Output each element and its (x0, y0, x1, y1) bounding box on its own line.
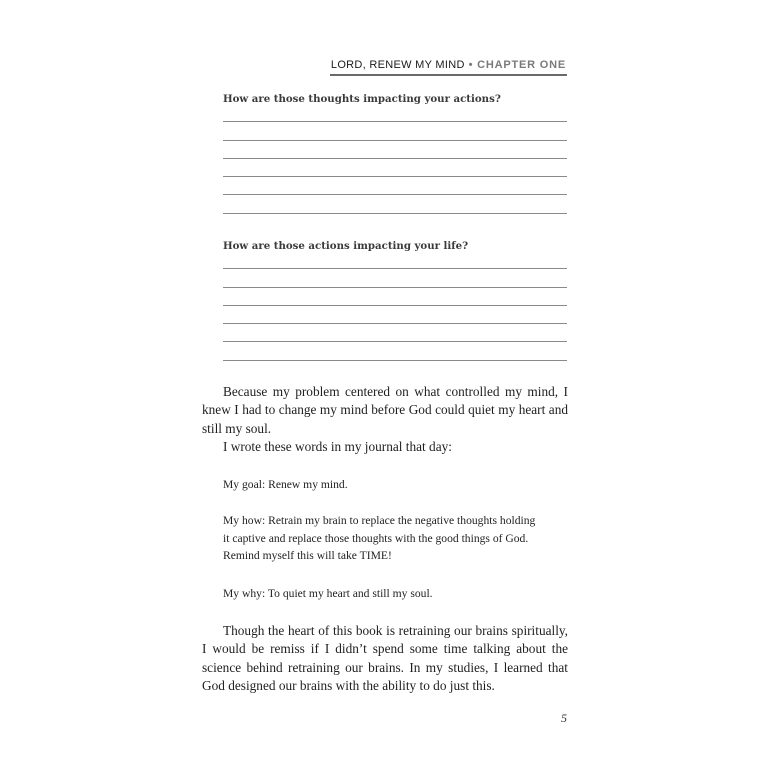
header-separator: • (464, 59, 478, 71)
journal-why-text: My why: To quiet my heart and still my soul. (223, 587, 433, 600)
body-paragraph: I wrote these words in my journal that day: (223, 439, 452, 455)
writing-line[interactable] (223, 306, 567, 324)
journal-goal (223, 476, 553, 494)
prompt-question-2: How are those actions impacting your life? (223, 240, 469, 252)
writing-line[interactable] (223, 269, 567, 287)
journal-how-line: Remind myself this will take TIME! (223, 549, 392, 563)
book-title: LORD, RENEW MY MIND (330, 59, 465, 71)
body-section-2 (202, 622, 568, 696)
chapter-label: CHAPTER ONE (477, 59, 566, 71)
writing-line[interactable] (223, 288, 567, 306)
journal-why (223, 585, 553, 603)
journal-goal-text: My goal: Renew my mind. (223, 478, 348, 491)
journal-how-line: it captive and replace those thoughts with the good things of God. (223, 531, 529, 545)
writing-line[interactable] (223, 342, 567, 360)
page-number: 5 (561, 711, 567, 725)
writing-line[interactable] (223, 177, 567, 195)
writing-line[interactable] (223, 251, 567, 269)
writing-lines-2[interactable] (223, 251, 567, 361)
journal-how-line: My how: Retrain my brain to replace the negative thoughts holding (223, 514, 536, 527)
running-header (331, 59, 566, 71)
writing-line[interactable] (223, 122, 567, 140)
writing-line[interactable] (223, 195, 567, 213)
prompt-question-1: How are those thoughts impacting your actions? (223, 93, 501, 105)
header-rule (330, 74, 567, 76)
writing-line[interactable] (223, 104, 567, 122)
body-paragraph: Though the heart of this book is retraining our brains spiritually, I would be remiss if I didn’t spend some time talking about the science behind retraining our brains. In my studies, I learned that God designed our brains with the ability to do just this. (202, 623, 568, 694)
writing-line[interactable] (223, 159, 567, 177)
writing-lines-1[interactable] (223, 104, 567, 214)
writing-line[interactable] (223, 324, 567, 342)
writing-line[interactable] (223, 141, 567, 159)
body-paragraph: Because my problem centered on what controlled my mind, I knew I had to change my mind before God could quiet my heart and still my soul. (202, 384, 568, 436)
body-section-1 (202, 383, 568, 457)
journal-how (223, 512, 553, 565)
